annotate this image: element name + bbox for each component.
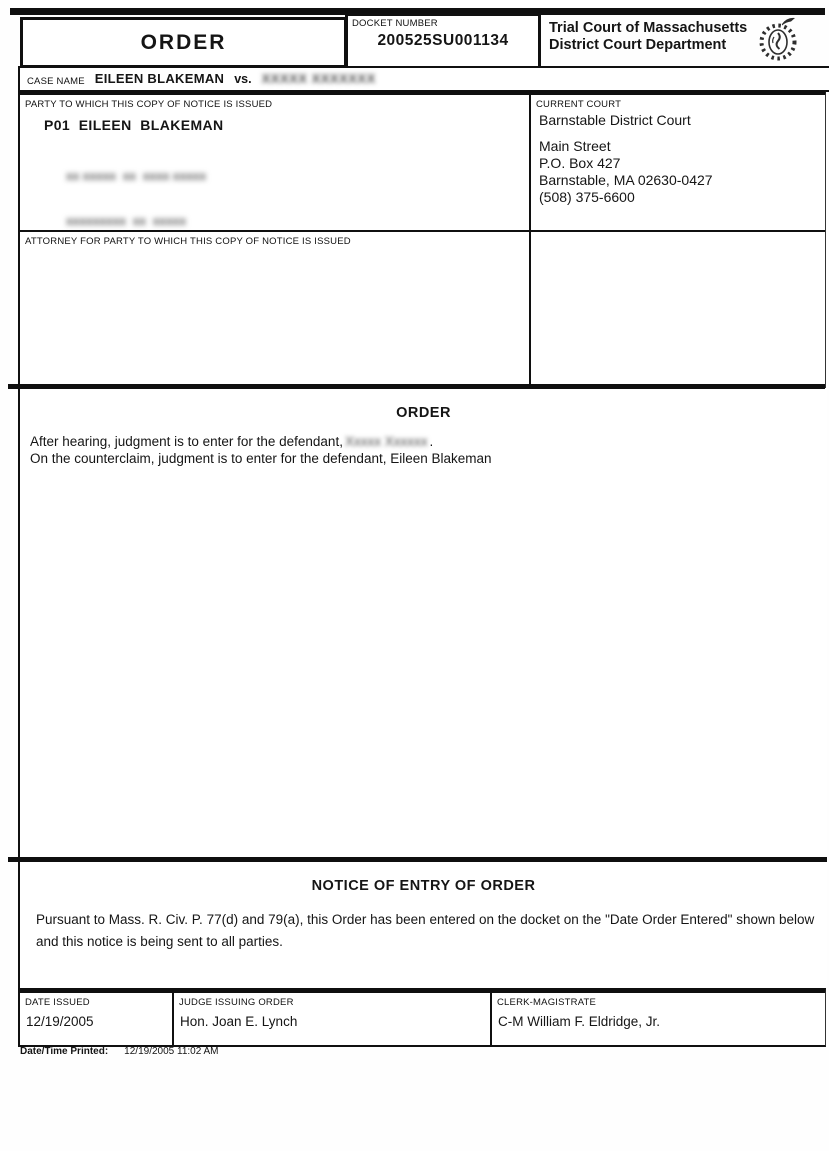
judge-value: Hon. Joan E. Lynch — [180, 1014, 298, 1029]
court-department-title — [549, 20, 747, 54]
current-court-address-line3: Barnstable, MA 02630-0427 — [539, 172, 713, 188]
docket-number-box — [345, 13, 541, 71]
current-court-address-line2: P.O. Box 427 — [539, 155, 621, 171]
empty-cell — [531, 232, 825, 388]
party-address-line1-redacted: xx xxxxx xx xxxx xxxxx — [66, 169, 207, 183]
notice-section — [18, 862, 827, 988]
current-court-address — [539, 138, 825, 206]
notice-body: Pursuant to Mass. R. Civ. P. 77(d) and 79(a), this Order has been entered on the docket on the "Date Order Entered" shown below and this notice is being sent to all parties. — [36, 912, 815, 949]
party-section-label: PARTY TO WHICH THIS COPY OF NOTICE IS ISSUED — [25, 99, 273, 110]
form-title-box — [20, 17, 347, 68]
order-line2: On the counterclaim, judgment is to enter for the defendant, Eileen Blakeman — [30, 450, 492, 466]
attorney-section — [20, 232, 531, 388]
docket-number-label: DOCKET NUMBER — [352, 18, 438, 29]
vs-label: vs. — [234, 72, 252, 86]
order-line1-period: . — [429, 434, 434, 449]
date-issued-label: DATE ISSUED — [25, 997, 90, 1008]
date-issued-cell — [20, 993, 172, 1045]
party-court-table — [18, 91, 826, 388]
court-title-line1: Trial Court of Massachusetts — [549, 20, 748, 36]
case-name-bar — [18, 66, 829, 92]
current-court-phone: (508) 375-6600 — [539, 189, 635, 205]
party-address-line2-redacted: xxxxxxxxx xx xxxxx — [66, 214, 187, 228]
order-line1 — [30, 434, 827, 451]
clerk-magistrate-label: CLERK-MAGISTRATE — [497, 997, 597, 1008]
docket-number-value: 200525SU001134 — [377, 32, 509, 49]
print-timestamp-value: 12/19/2005 11:02 AM — [124, 1046, 219, 1057]
notice-heading: NOTICE OF ENTRY OF ORDER — [311, 878, 536, 894]
issuance-table — [18, 988, 826, 1047]
party-name: P01 EILEEN BLAKEMAN — [44, 117, 224, 133]
plaintiff-name: EILEEN BLAKEMAN — [94, 71, 225, 86]
case-name-label: CASE NAME — [27, 76, 85, 87]
order-section — [18, 389, 827, 857]
order-heading: ORDER — [396, 405, 451, 421]
judge-label: JUDGE ISSUING ORDER — [179, 997, 294, 1008]
print-timestamp-label: Date/Time Printed: — [20, 1046, 109, 1057]
clerk-magistrate-cell — [490, 993, 825, 1045]
current-court-name: Barnstable District Court — [539, 112, 691, 128]
current-court-address-line1: Main Street — [539, 138, 611, 154]
order-line1-text: After hearing, judgment is to enter for the defendant, — [30, 434, 343, 449]
date-issued-value: 12/19/2005 — [26, 1014, 94, 1029]
defendant-name-redacted: XXXXX XXXXXXX — [261, 71, 376, 86]
current-court-section — [531, 95, 825, 232]
judge-cell — [172, 993, 490, 1045]
attorney-section-label: ATTORNEY FOR PARTY TO WHICH THIS COPY OF NOTICE IS ISSUED — [25, 236, 351, 247]
clerk-magistrate-value: C-M William F. Eldridge, Jr. — [498, 1014, 661, 1029]
print-timestamp — [20, 1046, 219, 1057]
order-defendant-redacted: Xxxxx Xxxxxx — [344, 434, 428, 449]
court-title-line2: District Court Department — [549, 37, 727, 53]
massachusetts-seal-icon — [752, 12, 808, 65]
party-section — [20, 95, 531, 232]
order-body — [30, 434, 827, 467]
form-title: ORDER — [140, 30, 227, 54]
current-court-label: CURRENT COURT — [536, 99, 622, 110]
